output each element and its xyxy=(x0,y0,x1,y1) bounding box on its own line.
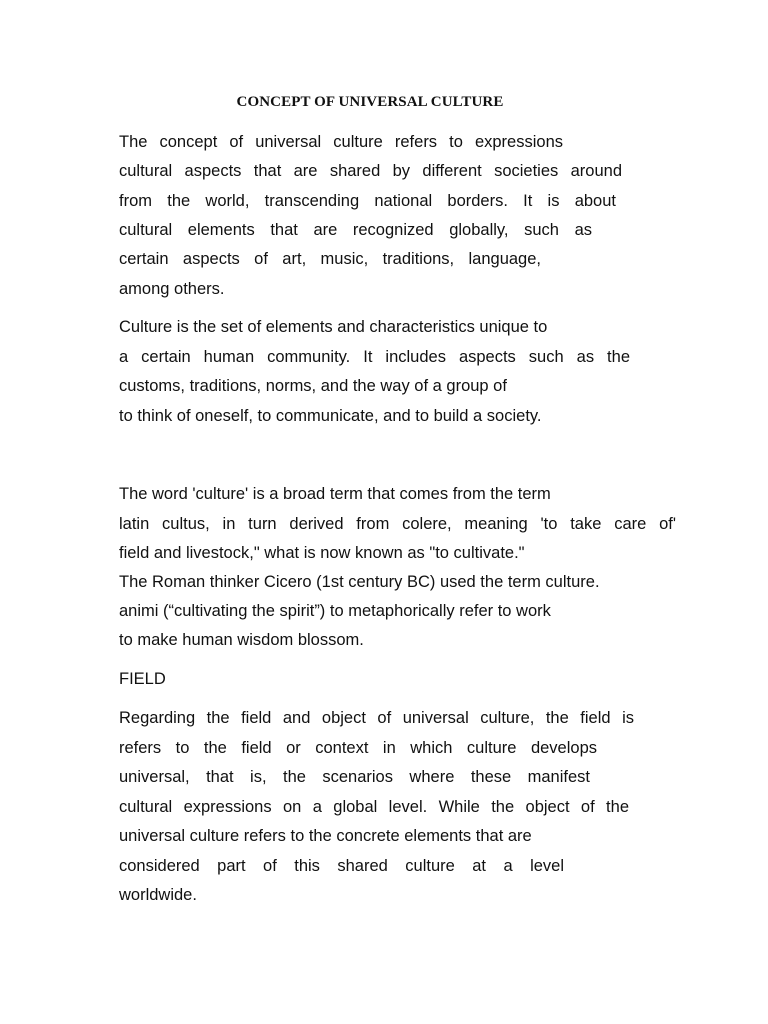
paragraph-1-line-2: cultural aspects that are shared by different societies around xyxy=(119,162,622,180)
paragraph-3-line-2: latin cultus, in turn derived from colere, meaning 'to take care of' xyxy=(119,515,676,533)
paragraph-4-line-7: worldwide. xyxy=(119,886,197,904)
paragraph-1-line-6: among others. xyxy=(119,280,225,298)
paragraph-3-line-5: animi (“cultivating the spirit”) to metaphorically refer to work xyxy=(119,602,551,620)
paragraph-2-line-2: a certain human community. It includes aspects such as the xyxy=(119,348,630,366)
paragraph-4-line-2: refers to the field or context in which culture develops xyxy=(119,739,597,757)
paragraph-2-line-4: to think of oneself, to communicate, and to build a society. xyxy=(119,407,542,425)
paragraph-4-line-3: universal, that is, the scenarios where these manifest xyxy=(119,768,590,786)
paragraph-1-line-1: The concept of universal culture refers to expressions xyxy=(119,133,563,151)
paragraph-3-line-4: The Roman thinker Cicero (1st century BC) used the term culture. xyxy=(119,573,600,591)
paragraph-3-line-1: The word 'culture' is a broad term that comes from the term xyxy=(119,485,551,503)
paragraph-4-line-4: cultural expressions on a global level. While the object of the xyxy=(119,798,629,816)
paragraph-4-line-6: considered part of this shared culture at a level xyxy=(119,857,564,875)
paragraph-1-line-4: cultural elements that are recognized globally, such as xyxy=(119,221,592,239)
document-title: CONCEPT OF UNIVERSAL CULTURE xyxy=(236,94,504,110)
paragraph-4-line-1: Regarding the field and object of universal culture, the field is xyxy=(119,709,634,727)
paragraph-2-line-1: Culture is the set of elements and characteristics unique to xyxy=(119,318,548,336)
paragraph-2-line-3: customs, traditions, norms, and the way of a group of xyxy=(119,377,507,395)
paragraph-3-line-6: to make human wisdom blossom. xyxy=(119,631,364,649)
field-heading: FIELD xyxy=(119,670,166,688)
paragraph-4-line-5: universal culture refers to the concrete elements that are xyxy=(119,827,532,845)
paragraph-3-line-3: field and livestock," what is now known as "to cultivate." xyxy=(119,544,525,562)
paragraph-1-line-3: from the world, transcending national borders. It is about xyxy=(119,192,616,210)
paragraph-1-line-5: certain aspects of art, music, traditions, language, xyxy=(119,250,541,268)
